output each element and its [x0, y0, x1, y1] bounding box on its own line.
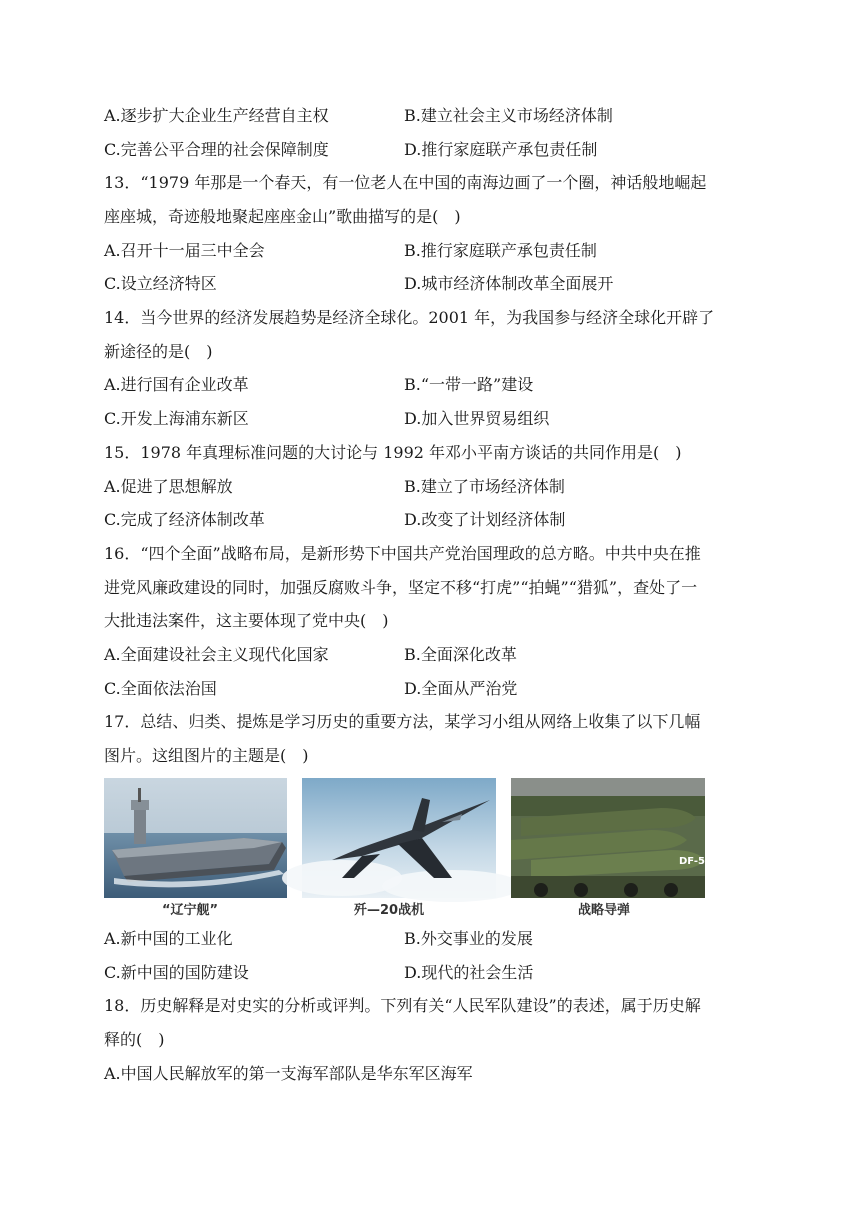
q15-option-d: D.改变了计划经济体制 [404, 510, 566, 529]
q16-stem-line-3: 大批违法案件，这主要体现了党中央( ) [104, 611, 389, 630]
q15-option-b: B.建立了市场经济体制 [404, 477, 565, 496]
caption-missile: 战略导弹 [578, 903, 631, 918]
q16-option-a: A.全面建设社会主义现代化国家 [104, 645, 329, 664]
q13-option-d: D.城市经济体制改革全面展开 [404, 274, 614, 293]
q12-option-c: C.完善公平合理的社会保障制度 [104, 140, 329, 159]
fighter-jet-image [302, 778, 496, 898]
q13-option-c: C.设立经济特区 [104, 274, 217, 293]
q15-stem-line-1: 15．1978 年真理标准问题的大讨论与 1992 年邓小平南方谈话的共同作用是( ) [104, 443, 682, 462]
q16-stem-line-1: 16．“四个全面”战略布局，是新形势下中国共产党治国理政的总方略。中共中央在推 [104, 544, 701, 563]
q13-option-a: A.召开十一届三中全会 [104, 241, 265, 260]
q13-stem-line-1: 13．“1979 年那是一个春天，有一位老人在中国的南海边画了一个圈，神话般地崛起 [104, 173, 707, 192]
q17-option-c: C.新中国的国防建设 [104, 963, 249, 982]
q18-option-a: A.中国人民解放军的第一支海军部队是华东军区海军 [104, 1064, 473, 1083]
caption-j20: 歼—20战机 [354, 903, 425, 918]
q13-stem-line-2: 座座城，奇迹般地聚起座座金山”歌曲描写的是( ) [104, 207, 461, 226]
strategic-missile-image [511, 778, 713, 898]
q16-option-d: D.全面从严治党 [404, 679, 518, 698]
q12-option-d: D.推行家庭联产承包责任制 [404, 140, 598, 159]
q17-option-b: B.外交事业的发展 [404, 929, 533, 948]
q12-option-a: A.逐步扩大企业生产经营自主权 [104, 106, 329, 125]
q17-stem-line-1: 17．总结、归类、提炼是学习历史的重要方法，某学习小组从网络上收集了以下几幅 [104, 712, 701, 731]
q14-stem-line-2: 新途径的是( ) [104, 342, 213, 361]
q18-stem-line-1: 18．历史解释是对史实的分析或评判。下列有关“人民军队建设”的表述，属于历史解 [104, 996, 701, 1015]
q14-option-c: C.开发上海浦东新区 [104, 409, 249, 428]
caption-liaoning: “辽宁舰” [162, 903, 219, 918]
q16-option-b: B.全面深化改革 [404, 645, 517, 664]
q16-stem-line-2: 进党风廉政建设的同时，加强反腐败斗争，坚定不移“打虎”“拍蝇”“猎狐”，查处了一 [104, 578, 698, 597]
q13-option-b: B.推行家庭联产承包责任制 [404, 241, 597, 260]
q18-stem-line-2: 释的( ) [104, 1030, 165, 1049]
q15-option-c: C.完成了经济体制改革 [104, 510, 265, 529]
q14-stem-line-1: 14．当今世界的经济发展趋势是经济全球化。2001 年，为我国参与经济全球化开辟了 [104, 308, 715, 327]
q17-option-a: A.新中国的工业化 [104, 929, 233, 948]
q15-option-a: A.促进了思想解放 [104, 477, 233, 496]
q17-option-d: D.现代的社会生活 [404, 963, 534, 982]
missile-label: DF-5B [679, 856, 713, 867]
q14-option-a: A.进行国有企业改革 [104, 375, 249, 394]
q17-stem-line-2: 图片。这组图片的主题是( ) [104, 746, 309, 765]
q16-option-c: C.全面依法治国 [104, 679, 217, 698]
q12-option-b: B.建立社会主义市场经济体制 [404, 106, 613, 125]
aircraft-carrier-image [104, 778, 287, 898]
q14-option-d: D.加入世界贸易组织 [404, 409, 550, 428]
q14-option-b: B.“一带一路”建设 [404, 375, 534, 394]
